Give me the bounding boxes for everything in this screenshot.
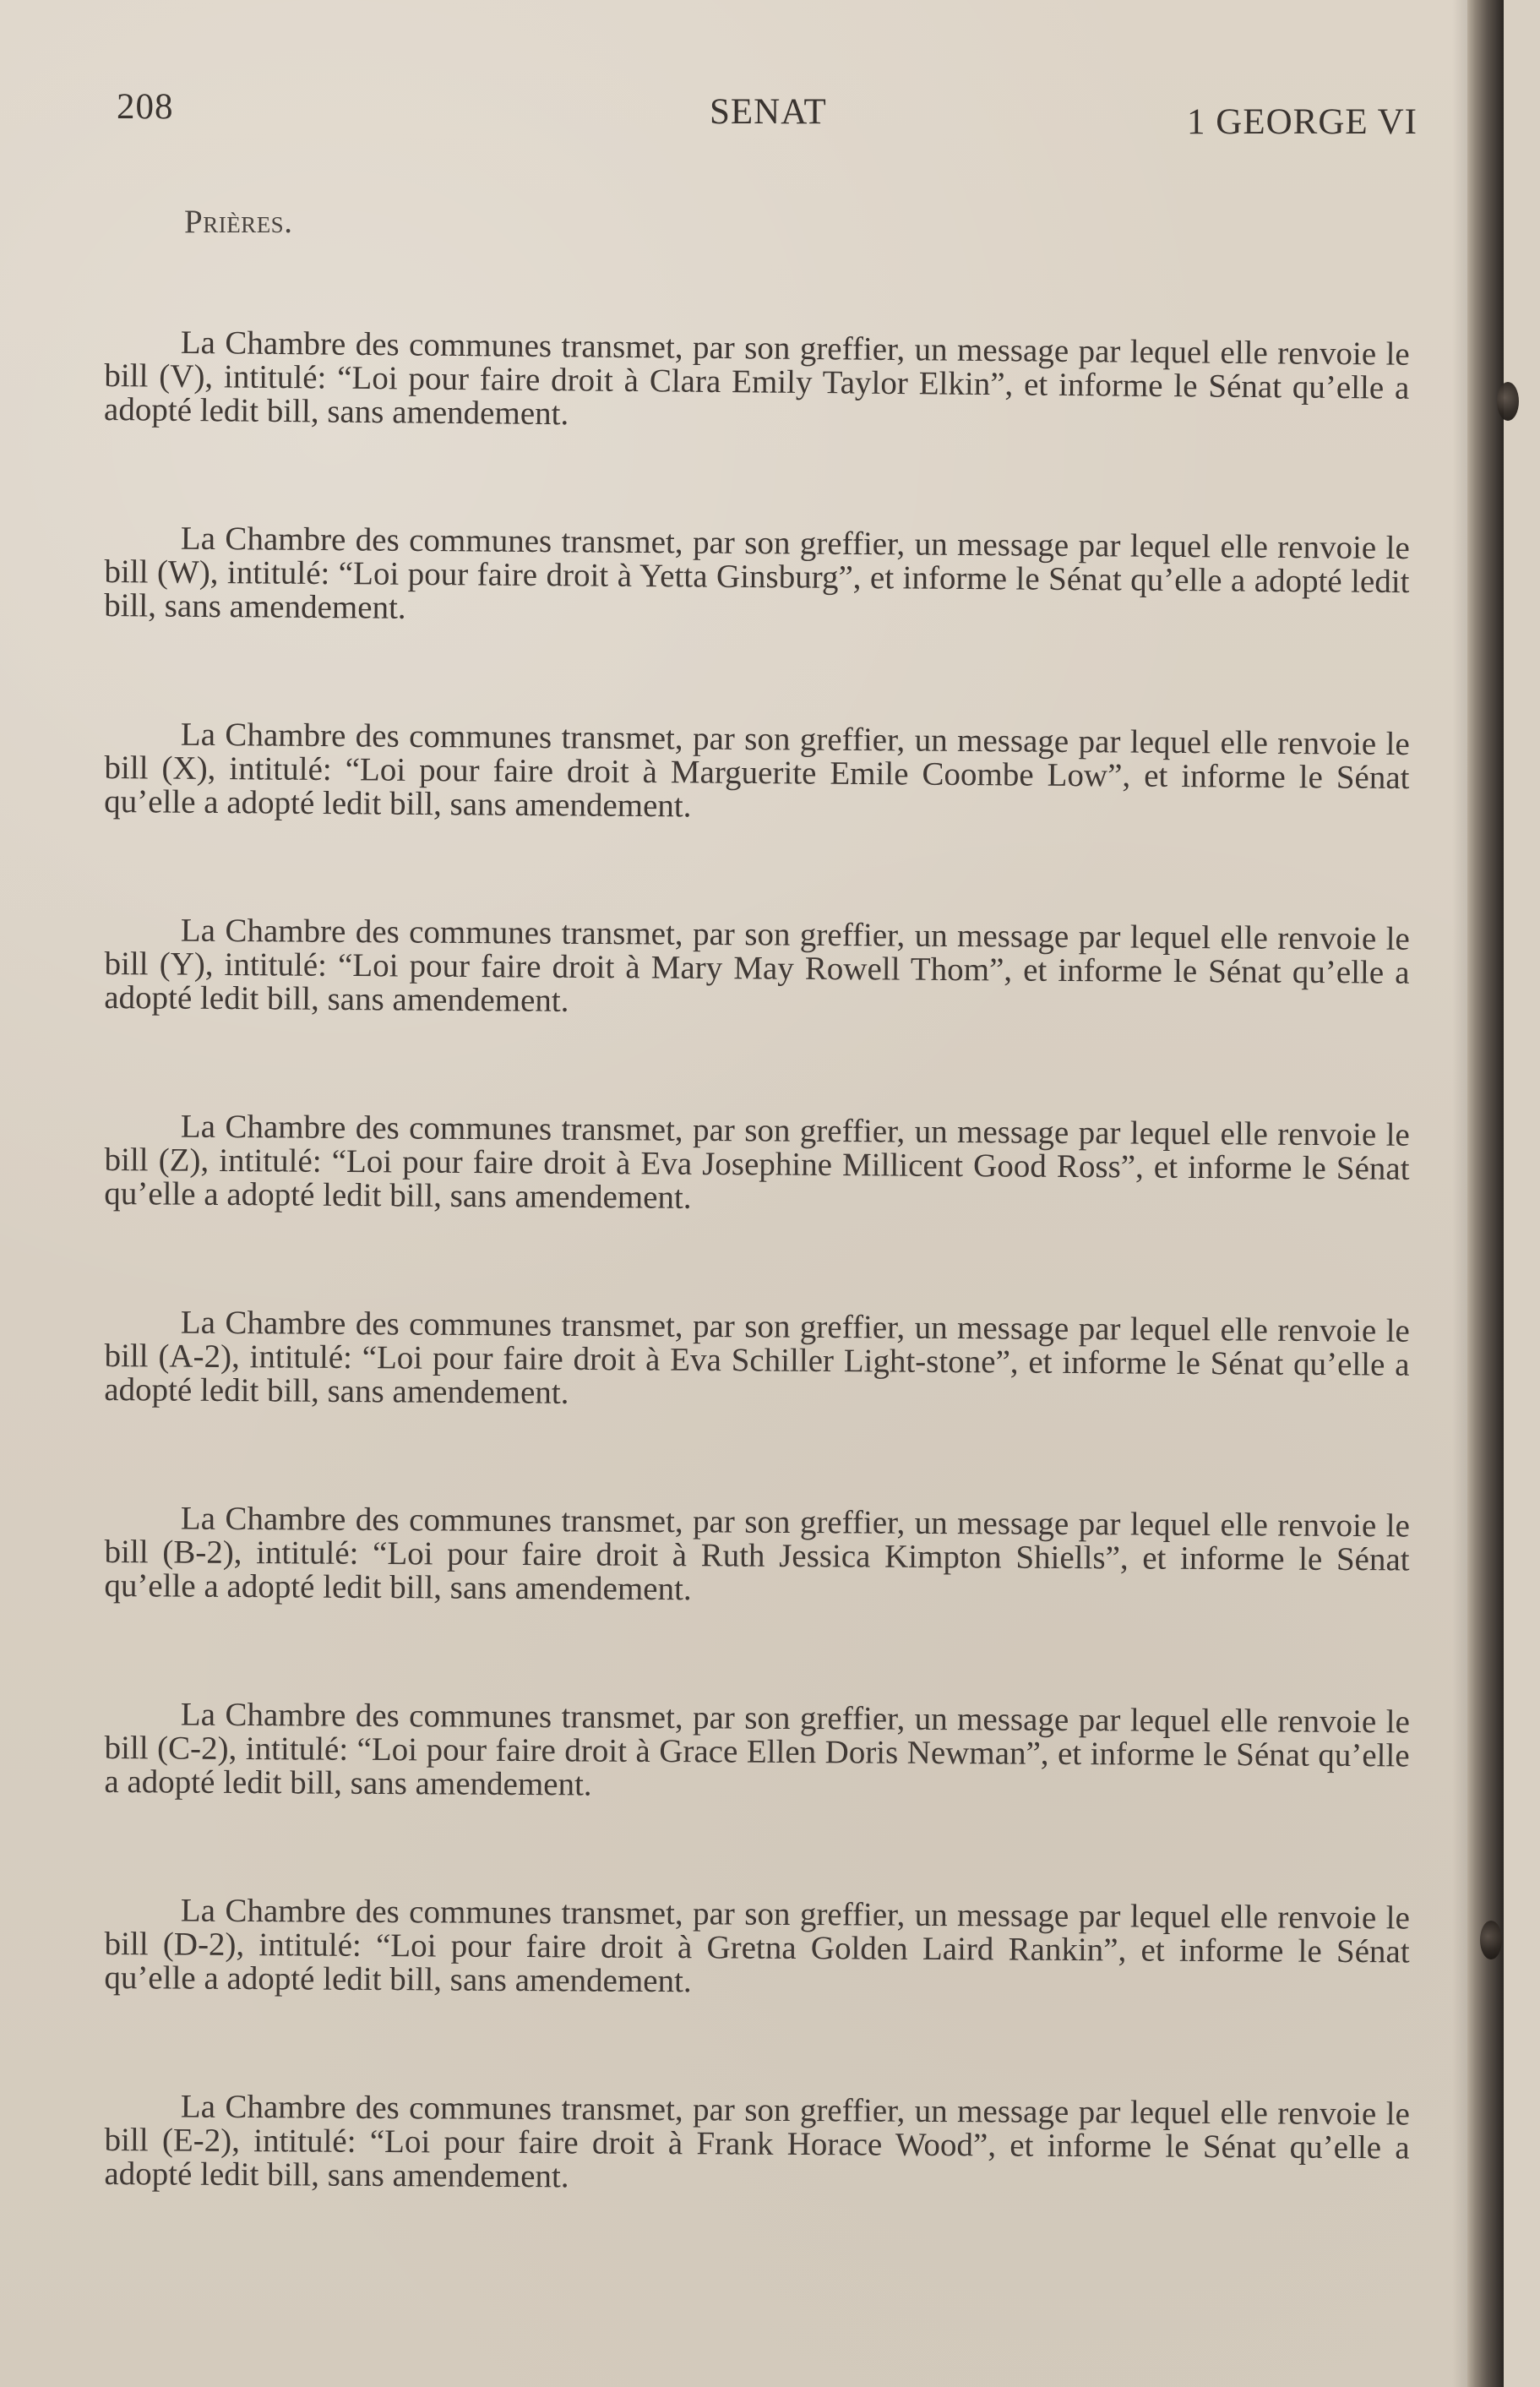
message-text: La Chambre des communes transmet, par son greffier, un message par lequel elle renvoie le bill (A-2), intitulé: “Loi pour faire droit à Eva Schiller Light-stone”, et informe le Sénat qu’elle a adopté ledit bill, sans amendement. [104,1304,1410,1412]
message-entry [103,1109,1410,1315]
message-list [105,325,1410,2286]
message-text: La Chambre des communes transmet, par son greffier, un message par lequel elle renvoie le bill (X), intitulé: “Loi pour faire droit à Marguerite Emile Coombe Low”, et informe le Sénat qu’elle a adopté ledit bill, sans amendement. [104,716,1410,825]
book-spine [1467,0,1504,2387]
message-entry [104,2090,1410,2293]
message-entry [104,1698,1410,1901]
binding-hole-icon [1480,1921,1502,1959]
message-text: La Chambre des communes transmet, par son greffier, un message par lequel elle renvoie le bill (D-2), intitulé: “Loi pour faire droit à Gretna Golden Laird Rankin”, et informe le Sénat qu’elle a adopté ledit bill, sans amendement. [104,1892,1410,2000]
message-text: La Chambre des communes transmet, par son greffier, un message par lequel elle renvoie le bill (C-2), intitulé: “Loi pour faire droit à Grace Ellen Doris Newman”, et informe le Sénat qu’elle a adopté ledit bill, sans amendement. [104,1696,1410,1803]
message-entry [103,521,1410,728]
message-text: La Chambre des communes transmet, par son greffier, un message par lequel elle renvoie le bill (W), intitulé: “Loi pour faire droit à Yetta Ginsburg”, et informe le Sénat qu’elle a adopté ledit bill, sans amendement. [104,520,1410,627]
section-heading: Prières. [184,204,293,240]
running-header [117,86,1418,142]
message-entry [104,1894,1410,2097]
chamber-title: SENAT [710,92,827,132]
page-number: 208 [117,87,174,127]
message-text: La Chambre des communes transmet, par son greffier, un message par lequel elle renvoie le bill (Z), intitulé: “Loi pour faire droit à Eva Josephine Millicent Good Ross”, et informe le Sénat qu’elle a adopté ledit bill, sans amendement. [104,1108,1410,1217]
message-text: La Chambre des communes transmet, par son greffier, un message par lequel elle renvoie le bill (Y), intitulé: “Loi pour faire droit à Mary May Rowell Thom”, et informe le Sénat qu’elle a adopté ledit bill, sans amendement. [104,912,1410,1020]
message-entry [103,1305,1410,1511]
message-entry [103,717,1410,924]
session-title: 1 GEORGE VI [1187,102,1418,142]
message-entry [104,1501,1410,1705]
binding-hole-icon [1497,382,1519,421]
spine-shadow [1452,0,1467,2387]
message-entry [103,913,1410,1119]
message-text: La Chambre des communes transmet, par son greffier, un message par lequel elle renvoie le bill (B-2), intitulé: “Loi pour faire droit à Ruth Jessica Kimpton Shiells”, et informe le Sénat qu’elle a adopté ledit bill, sans amendement. [104,1500,1410,1608]
message-text: La Chambre des communes transmet, par son greffier, un message par lequel elle renvoie le bill (E-2), intitulé: “Loi pour faire droit à Frank Horace Wood”, et informe le Sénat qu’elle a adopté ledit bill, sans amendement. [104,2088,1410,2195]
message-entry [103,325,1410,534]
message-text: La Chambre des communes transmet, par son greffier, un message par lequel elle renvoie le bill (V), intitulé: “Loi pour faire droit à Clara Emily Taylor Elkin”, et informe le Sénat qu’elle a adopté ledit bill, sans amendement. [103,324,1410,433]
